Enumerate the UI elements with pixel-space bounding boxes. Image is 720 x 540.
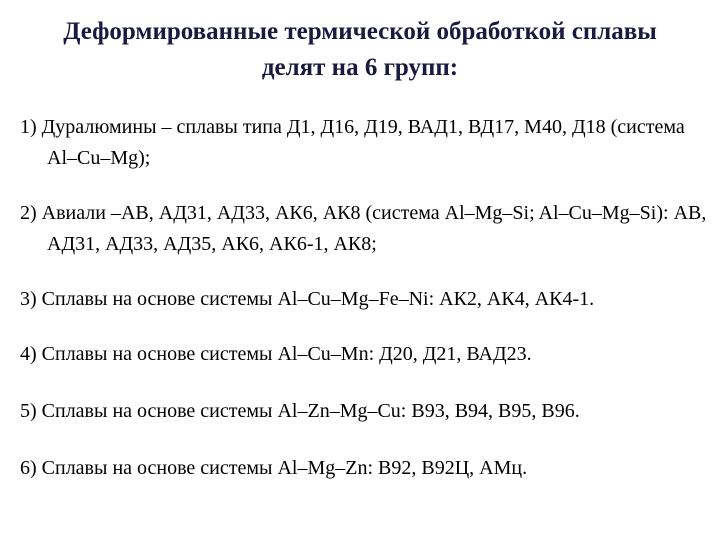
alloy-groups-list xyxy=(20,112,710,484)
list-item-group-5: 5) Сплавы на основе системы Al–Zn–Mg–Cu: В93, В94, В95, В96. xyxy=(20,400,580,422)
slide-title-line-1: Деформированные термической обработкой сплавы xyxy=(63,18,657,45)
list-item-group-6: 6) Сплавы на основе системы Al–Mg–Zn: В92, В92Ц, АМц. xyxy=(20,457,528,479)
slide-title-line-2: делят на 6 групп: xyxy=(261,54,459,81)
list-item-group-2: 2) Авиали –АВ, АД31, АД33, АК6, АК8 (система Al–Mg–Si; Al–Cu–Mg–Si): АВ, АД31, АД33, АД35, АК6, АК6-1, АК8; xyxy=(20,202,707,255)
slide-title xyxy=(0,14,720,86)
list-item-group-4: 4) Сплавы на основе системы Al–Cu–Mn: Д20, Д21, ВАД23. xyxy=(20,343,532,365)
list-item-group-3: 3) Сплавы на основе системы Al–Cu–Mg–Fe–Ni: АК2, АК4, АК4-1. xyxy=(20,288,595,310)
list-item-group-1: 1) Дуралюмины – сплавы типа Д1, Д16, Д19, ВАД1, ВД17, М40, Д18 (система Al–Cu–Mg); xyxy=(20,116,685,169)
